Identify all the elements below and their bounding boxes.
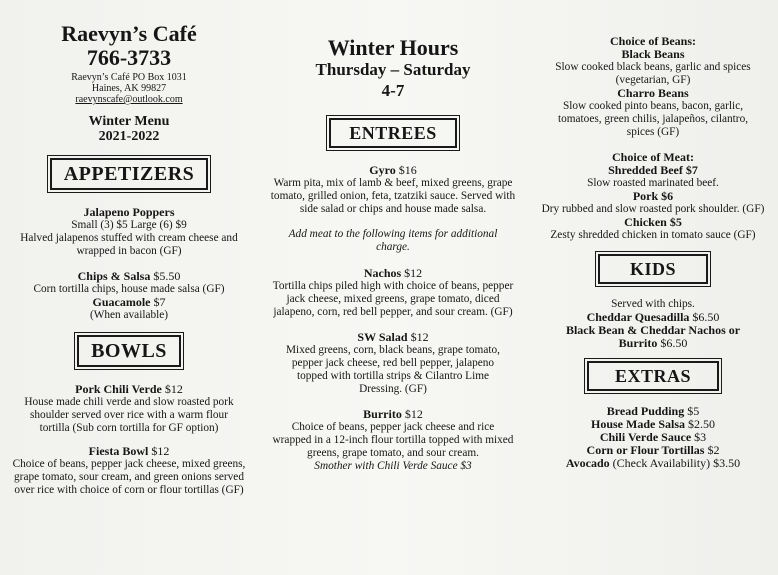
item-price: $12 <box>151 444 170 458</box>
right-column <box>528 0 778 470</box>
item-desc: Mixed greens, corn, black beans, grape tomato, pepper jack cheese, red bell pepper, jalapeno topped with tortilla strips & Cilantro Lime Dressing. (GF) <box>286 344 500 395</box>
item-price: $16 <box>398 163 417 177</box>
item-name: Chips & Salsa <box>77 269 151 283</box>
item-title <box>0 296 258 309</box>
cafe-phone: 766-3733 <box>86 45 172 70</box>
hours-time: 4-7 <box>381 81 405 100</box>
item-name: Avocado <box>565 456 610 470</box>
middle-column <box>262 0 524 473</box>
appetizers-heading: APPETIZERS <box>50 158 209 190</box>
cafe-address-line1: Raevyn’s Café PO Box 1031 <box>71 72 187 83</box>
item-price: $2 <box>707 443 720 457</box>
entree-sw-salad <box>262 331 524 396</box>
item-name: Charro Beans <box>617 86 689 100</box>
bowls-heading: BOWLS <box>77 335 181 367</box>
item-name: Gyro <box>369 163 396 177</box>
item-title <box>262 408 524 421</box>
menu-years: 2021-2022 <box>98 129 160 144</box>
cafe-email[interactable] <box>0 94 258 105</box>
item-title <box>262 267 524 280</box>
item-desc: (When available) <box>89 309 169 321</box>
item-price: $12 <box>404 407 423 421</box>
bowl-fiesta <box>0 445 258 497</box>
item-name: Corn or Flour Tortillas <box>586 443 705 457</box>
item-price: $6.50 <box>660 336 688 350</box>
hours-title: Winter Hours <box>327 35 459 60</box>
item-name: Pork Chili Verde <box>75 382 162 396</box>
item-name: Guacamole <box>92 295 151 309</box>
item-desc: Choice of beans, pepper jack cheese and rice wrapped in a 12-inch flour tortilla topped with mixed greens, grape tomato, and sour cream. <box>272 421 514 459</box>
item-desc: Warm pita, mix of lamb & beef, mixed greens, grape tomato, grilled onion, feta, tzatziki sauce. Served with side salad or chips and house made salsa. <box>270 177 516 215</box>
item-price: $5 <box>687 404 700 418</box>
appetizer-jalapeno-poppers <box>0 206 258 258</box>
entree-gyro <box>262 164 524 216</box>
meat-section <box>528 151 778 242</box>
extra-item <box>528 457 778 470</box>
item-name: Shredded Beef $7 <box>608 163 698 177</box>
item-price: $12 <box>164 382 183 396</box>
item-name: Fiesta Bowl <box>88 444 149 458</box>
item-title <box>0 270 258 283</box>
item-price: $12 <box>404 266 423 280</box>
item-desc: Choice of beans, pepper jack cheese, mixed greens, grape tomato, sour cream, and green onions served over rice with choice of corn or flour tortillas (GF) <box>12 458 246 496</box>
meat-note: Add meat to the following items for additional charge. <box>288 228 498 253</box>
entrees-heading: ENTREES <box>329 118 457 148</box>
beans-title: Choice of Beans: <box>610 34 696 48</box>
item-desc: Slow cooked pinto beans, bacon, garlic, tomatoes, green chilis, jalapeños, cilantro, spices (GF) <box>557 100 749 138</box>
item-name: Jalapeno Poppers <box>83 205 175 219</box>
item-name: Cheddar Quesadilla <box>586 310 690 324</box>
item-note: (Check Availability) <box>612 456 711 470</box>
item-desc: House made chili verde and slow roasted pork shoulder served over rice with a warm flour tortilla (Sub corn tortilla for GF option) <box>24 396 234 434</box>
item-price: $6.50 <box>692 310 720 324</box>
item-price: $3 <box>694 430 707 444</box>
item-desc: Slow cooked black beans, garlic and spices (vegetarian, GF) <box>555 61 751 86</box>
beans-section <box>528 35 778 139</box>
item-desc: Corn tortilla chips, house made salsa (GF) <box>33 283 225 295</box>
item-price: $2.50 <box>688 417 715 431</box>
item-desc: Halved jalapenos stuffed with cream cheese and wrapped in bacon (GF) <box>20 232 238 257</box>
item-title <box>528 324 778 350</box>
item-title <box>0 383 258 396</box>
cafe-email-link[interactable]: raevynscafe@outlook.com <box>75 94 183 105</box>
extras-heading: EXTRAS <box>587 361 719 391</box>
item-name: Black Beans <box>621 47 685 61</box>
cafe-name: Raevyn’s Café <box>61 21 197 46</box>
meat-title: Choice of Meat: <box>612 150 694 164</box>
item-name: House Made Salsa <box>590 417 685 431</box>
item-price: $7 <box>153 295 166 309</box>
item-name: Burrito <box>363 407 402 421</box>
kids-section <box>528 298 778 350</box>
bowl-pork-chili-verde <box>0 383 258 435</box>
item-name: Chicken $5 <box>624 215 682 229</box>
item-title <box>262 164 524 177</box>
hours-days: Thursday – Saturday <box>315 60 471 79</box>
item-name: Pork $6 <box>632 189 674 203</box>
item-title <box>262 331 524 344</box>
appetizer-chips-salsa <box>0 270 258 322</box>
item-name: Bread Pudding <box>606 404 685 418</box>
item-name: Chili Verde Sauce <box>599 430 692 444</box>
extras-section <box>528 405 778 470</box>
item-desc: Zesty shredded chicken in tomato sauce (GF) <box>550 229 756 241</box>
kids-heading: KIDS <box>598 254 708 284</box>
item-title <box>0 445 258 458</box>
kids-served: Served with chips. <box>611 298 695 310</box>
menu-title: Winter Menu <box>88 114 170 129</box>
item-desc: Slow roasted marinated beef. <box>587 177 719 189</box>
cafe-address-line2: Haines, AK 99827 <box>91 83 167 94</box>
item-sizes: Small (3) $5 Large (6) $9 <box>71 219 187 231</box>
item-desc: Tortilla chips piled high with choice of beans, pepper jack cheese, mixed greens, grape tomato, diced jalapeno, corn, red bell pepper, and sour cream. (GF) <box>272 280 514 318</box>
entree-burrito <box>262 408 524 473</box>
left-column <box>0 0 258 497</box>
item-price: $5.50 <box>153 269 181 283</box>
item-name: Nachos <box>363 266 402 280</box>
item-name: SW Salad <box>357 330 408 344</box>
item-price: $12 <box>410 330 429 344</box>
smother-note: Smother with Chili Verde Sauce $3 <box>314 460 472 472</box>
item-name: Black Bean & Cheddar Nachos or Burrito <box>565 323 741 350</box>
entree-nachos <box>262 267 524 319</box>
item-price: $3.50 <box>713 456 741 470</box>
item-desc: Dry rubbed and slow roasted pork shoulder. (GF) <box>541 203 765 215</box>
